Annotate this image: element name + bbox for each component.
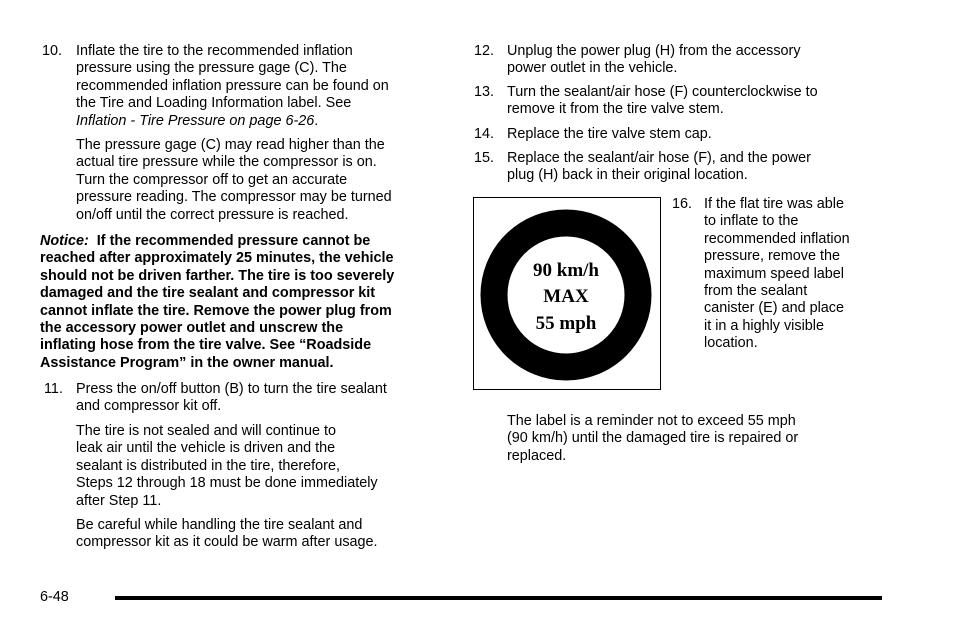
text-line: maximum speed label	[704, 265, 844, 282]
notice-text: If the recommended pressure cannot be	[96, 233, 371, 249]
text-line: pressure, remove the	[704, 248, 840, 265]
page-number: 6-48	[40, 589, 69, 605]
text-line: inflating hose from the tire valve. See “Roadside	[40, 337, 372, 354]
text-line: the accessory power outlet and unscrew the	[40, 320, 344, 337]
step-10-note	[76, 137, 446, 224]
text-line: cannot inflate the tire. Remove the power plug from	[40, 302, 392, 319]
step-11-note	[76, 423, 446, 510]
step-number: 14.	[474, 126, 495, 142]
text-line: recommended inflation	[704, 230, 850, 247]
step-number: 12.	[474, 43, 495, 59]
text-line: leak air until the vehicle is driven and the	[76, 440, 336, 457]
text-line: Replace the sealant/air hose (F), and the power	[507, 150, 811, 166]
text-line: Assistance Program” in the owner manual.	[40, 354, 334, 371]
text-line: from the sealant	[704, 283, 808, 300]
text-line: Steps 12 through 18 must be done immediately	[76, 475, 378, 492]
text-line: Unplug the power plug (H) from the accessory	[507, 43, 801, 59]
text-line: compressor kit as it could be warm after usage.	[76, 534, 378, 551]
text-line: on/off until the correct pressure is reached.	[76, 206, 349, 223]
text-line	[76, 113, 446, 130]
speed-label-illustration	[474, 198, 659, 388]
text-line: Be careful while handling the tire sealant and	[76, 517, 363, 533]
speed-label-kmh: 90 km/h	[533, 260, 599, 281]
text-line: location.	[704, 335, 758, 352]
step-10-text	[76, 43, 446, 130]
text-line: Inflate the tire to the recommended inflation	[76, 43, 353, 59]
text-line: power outlet in the vehicle.	[507, 60, 678, 77]
text-line: Turn the sealant/air hose (F) counterclockwise to	[507, 84, 818, 100]
notice-block	[40, 233, 450, 372]
text-line: Press the on/off button (B) to turn the tire sealant	[76, 381, 387, 397]
text-line: reached after approximately 25 minutes, the vehicle	[40, 250, 394, 267]
step-number: 13.	[474, 84, 495, 100]
text-line: Replace the tire valve stem cap.	[507, 126, 712, 142]
text-line: it in a highly visible	[704, 317, 824, 334]
step-12-text	[507, 43, 877, 78]
text-line: pressure reading. The compressor may be turned	[76, 189, 392, 206]
step-number: 16.	[672, 196, 693, 212]
text-line: canister (E) and place	[704, 300, 844, 317]
step-number: 11.	[44, 381, 63, 397]
step-13-text	[507, 84, 877, 119]
footer-rule	[115, 596, 882, 600]
text-line: Turn the compressor off to get an accurate	[76, 171, 348, 188]
text-line: replaced.	[507, 447, 567, 464]
text-line	[40, 233, 450, 250]
text-line: actual tire pressure while the compressor is on.	[76, 154, 377, 171]
text-line: the Tire and Loading Information label. See	[76, 95, 352, 112]
text-line: damaged and the tire sealant and compressor kit	[40, 285, 376, 302]
text-line: after Step 11.	[76, 492, 162, 509]
punctuation: .	[314, 112, 319, 129]
step-number: 15.	[474, 150, 495, 166]
text-line: (90 km/h) until the damaged tire is repaired or	[507, 430, 799, 447]
text-line: remove it from the tire valve stem.	[507, 101, 724, 118]
text-line: sealant is distributed in the tire, therefore,	[76, 457, 340, 474]
text-line: pressure using the pressure gage (C). The	[76, 60, 347, 77]
text-line: to inflate to the	[704, 213, 799, 230]
speed-label-figure	[473, 197, 661, 390]
text-line: If the flat tire was able	[704, 196, 844, 212]
step-11-text	[76, 381, 446, 416]
text-line: should not be driven farther. The tire is too severely	[40, 267, 395, 284]
text-line: The tire is not sealed and will continue to	[76, 423, 336, 439]
text-line: recommended inflation pressure can be found on	[76, 77, 389, 94]
step-14-text	[507, 126, 877, 143]
step-11-caution	[76, 517, 446, 552]
figure-caption	[507, 413, 877, 465]
speed-label-mph: 55 mph	[535, 313, 597, 334]
cross-reference-link[interactable]: Inflation - Tire Pressure on page 6-26	[76, 112, 315, 129]
notice-label: Notice:	[40, 233, 89, 249]
step-15-text	[507, 150, 877, 185]
text-line: The pressure gage (C) may read higher than the	[76, 137, 385, 153]
step-number: 10.	[42, 43, 63, 59]
text-line: and compressor kit off.	[76, 398, 222, 415]
speed-label-max: MAX	[543, 286, 589, 307]
text-line: The label is a reminder not to exceed 55 mph	[507, 413, 796, 429]
step-16-text	[704, 196, 894, 353]
text-line: plug (H) back in their original location.	[507, 167, 748, 184]
